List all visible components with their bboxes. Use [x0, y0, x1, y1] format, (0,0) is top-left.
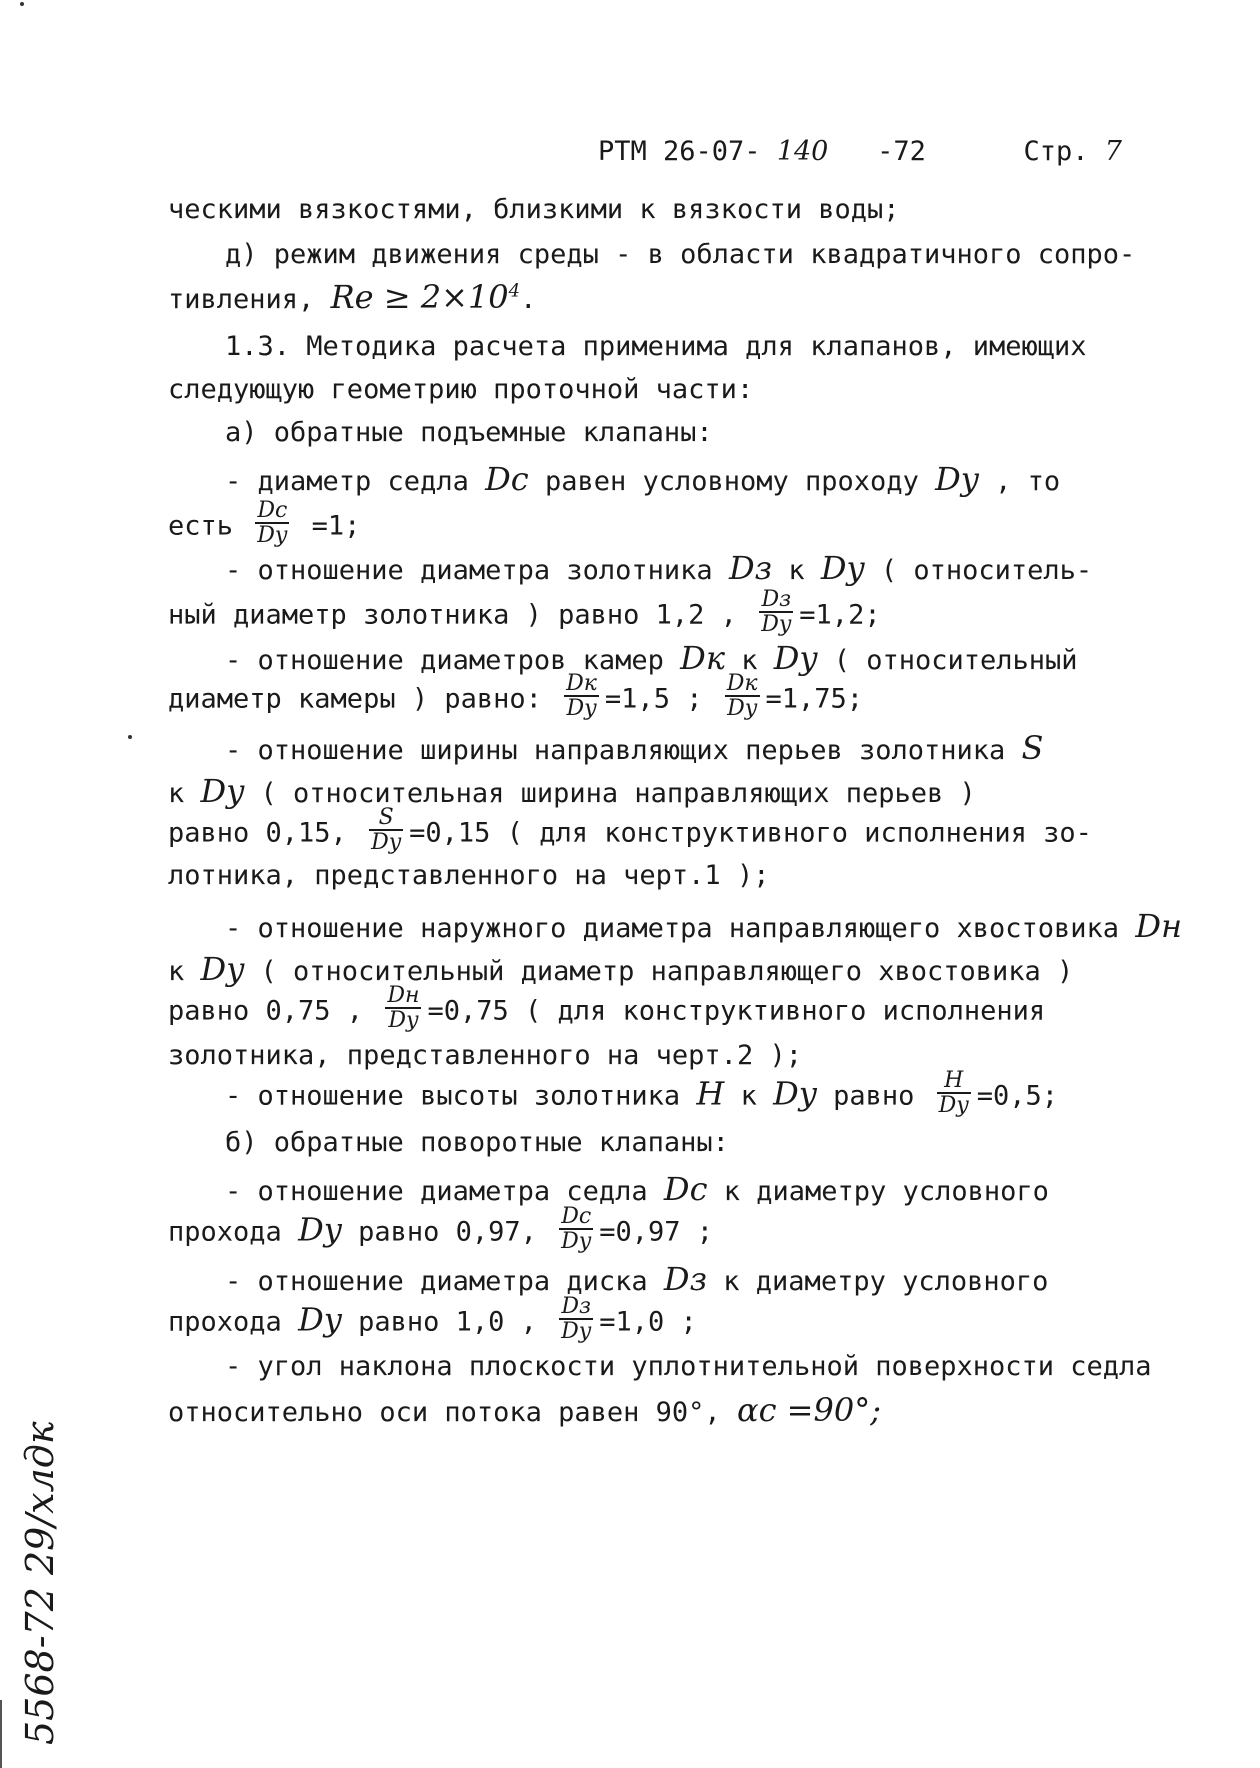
fraction: $\frac{Dc}{Dy}$ — [257, 498, 288, 549]
text-line: - отношение высоты золотника H к Dy равно $\frac{H}{Dy}$ =0,5; — [225, 1068, 1059, 1119]
text-line: - отношение диаметра диска Dз к диаметру условного — [225, 1260, 1049, 1298]
text-line: д) режим движения среды - в области квадратичного сопро- — [225, 239, 1136, 270]
fraction: $\frac{Dз}{Dy}$ — [561, 1294, 592, 1345]
reynolds-formula: $Re \ge 2\times 10^4$ — [330, 278, 521, 316]
section-heading: 1.3. Методика расчета применима для клапанов, имеющих — [225, 331, 1087, 362]
fraction: $\frac{S}{Dy}$ — [371, 805, 402, 856]
scan-speck — [128, 735, 132, 739]
text-line: ческими вязкостями, близкими к вязкости воды; — [168, 194, 900, 225]
list-heading: а) обратные подъемные клапаны: — [225, 417, 713, 448]
fraction: $\frac{H}{Dy}$ — [938, 1068, 969, 1119]
text-line: к Dy ( относительная ширина направляющих перьев ) — [168, 772, 976, 810]
handwritten-margin-note: 5568-72 29/хлдк — [18, 1421, 62, 1745]
page-label: Стр. — [1023, 136, 1089, 167]
doc-code-prefix: РТМ 26-07- — [598, 136, 761, 167]
page-number-handwritten: 7 — [1104, 136, 1122, 167]
text-line: к Dy ( относительный диаметр направляющего хвостовика ) — [168, 950, 1074, 988]
text-line: - отношение наружного диаметра направляющего хвостовика Dн — [225, 907, 1183, 945]
text-line: относительно оси потока равен 90°, αc =90°; — [168, 1391, 881, 1429]
fraction: $\frac{Dк}{Dy}$ — [726, 671, 758, 722]
text-line: диаметр камеры ) равно: $\frac{Dк}{Dy}$ =1,5 ; $\frac{Dк}{Dy}$ =1,75; — [168, 671, 864, 722]
text-line: - отношение ширины направляющих перьев золотника S — [225, 729, 1044, 767]
fraction: $\frac{Dз}{Dy}$ — [761, 587, 792, 638]
scan-speck — [20, 2, 24, 6]
text-line: прохода Dy равно 1,0 , $\frac{Dз}{Dy}$ =1,0 ; — [168, 1294, 697, 1345]
text-line: тивления, $Re \ge 2\times 10^4$. — [168, 278, 537, 316]
text-line: ный диаметр золотника ) равно 1,2 , $\frac{Dз}{Dy}$ =1,2; — [168, 587, 881, 638]
fraction: $\frac{Dн}{Dy}$ — [387, 983, 420, 1034]
scan-edge — [0, 1700, 2, 1768]
doc-code-suffix: -72 — [877, 136, 926, 167]
text-line: - диаметр седла Dc равен условному проходу Dy , то — [225, 460, 1061, 498]
text-line: лотника, представленного на черт.1 ); — [168, 860, 770, 891]
text-line: равно 0,15, $\frac{S}{Dy}$ =0,15 ( для конструктивного исполнения зо- — [168, 805, 1092, 856]
text-line: прохода Dy равно 0,97, $\frac{Dc}{Dy}$ =0,97 ; — [168, 1204, 714, 1255]
text-line: - отношение диаметров камер Dк к Dy ( относительный — [225, 639, 1078, 677]
doc-number-handwritten: 140 — [776, 136, 829, 167]
text-line: есть $\frac{Dc}{Dy}$ =1; — [168, 498, 361, 549]
angle-formula: αc =90°; — [736, 1391, 881, 1429]
page-header — [598, 136, 1122, 167]
text-line: золотника, представленного на черт.2 ); — [168, 1040, 802, 1071]
text-line: равно 0,75 , $\frac{Dн}{Dy}$ =0,75 ( для конструктивного исполнения — [168, 983, 1046, 1034]
fraction: $\frac{Dc}{Dy}$ — [561, 1204, 592, 1255]
text-line: - отношение диаметра золотника Dз к Dy ( относитель- — [225, 549, 1093, 587]
list-heading: б) обратные поворотные клапаны: — [225, 1127, 729, 1158]
text-line: - угол наклона плоскости уплотнительной поверхности седла — [225, 1351, 1152, 1382]
text-line: следующую геометрию проточной части: — [168, 374, 754, 405]
fraction: $\frac{Dк}{Dy}$ — [566, 671, 597, 722]
text-line: - отношение диаметра седла Dc к диаметру условного — [225, 1170, 1049, 1208]
